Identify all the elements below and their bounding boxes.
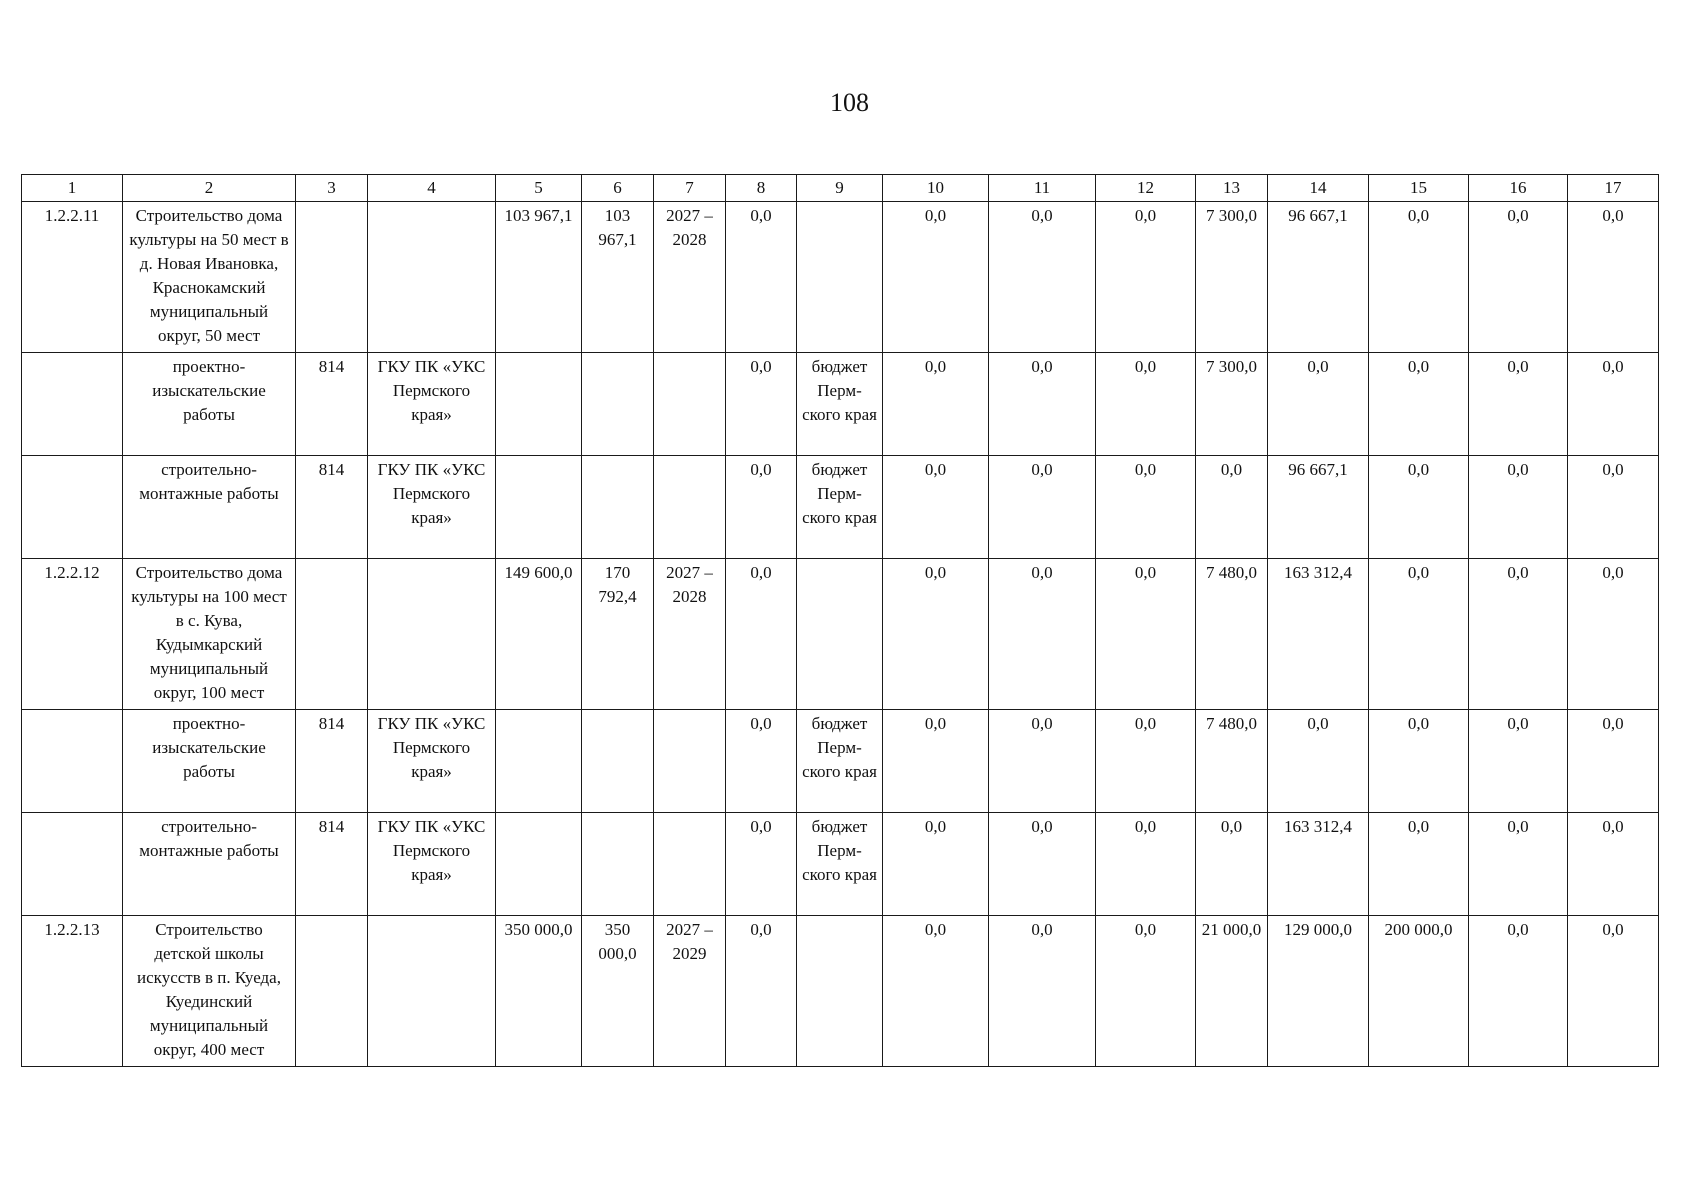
amount-cell: 0,0 [1469,456,1568,559]
amount-cell: 0,0 [1568,710,1659,813]
customer: ГКУ ПК «УКС Пермского края» [368,813,496,916]
period [654,456,726,559]
funding-source: бюджет Перм-ского края [797,710,883,813]
cost-value: 149 600,0 [496,559,582,710]
object-name: Строительство дома культуры на 50 мест в д. Новая Ивановка, Краснокамский муниципальный округ, 50 мест [123,202,296,353]
amount-cell: 7 300,0 [1196,202,1268,353]
column-header: 5 [496,175,582,202]
amount-cell: 0,0 [1568,202,1659,353]
column-header: 15 [1369,175,1469,202]
table-row-subitem [22,456,1659,559]
amount-cell: 0,0 [1568,353,1659,456]
column-header: 16 [1469,175,1568,202]
amount-cell: 0,0 [1568,916,1659,1067]
amount-cell: 0,0 [1469,813,1568,916]
amount-cell: 0,0 [1469,710,1568,813]
amount-cell: 0,0 [1369,353,1469,456]
amount-cell: 163 312,4 [1268,559,1369,710]
amount-cell: 0,0 [1469,202,1568,353]
period: 2027 – 2029 [654,916,726,1067]
cost-value: 350 000,0 [496,916,582,1067]
table-row-subitem [22,710,1659,813]
column-header: 17 [1568,175,1659,202]
amount-cell: 0,0 [1096,916,1196,1067]
amount-cell: 0,0 [1268,353,1369,456]
amount-cell: 0,0 [989,456,1096,559]
amount-cell: 96 667,1 [1268,202,1369,353]
amount-cell: 0,0 [1096,813,1196,916]
work-type: строительно-монтажные работы [123,813,296,916]
work-type: строительно-монтажные работы [123,456,296,559]
amount-cell: 0,0 [726,813,797,916]
period [654,353,726,456]
column-header: 2 [123,175,296,202]
amount-cell: 0,0 [1096,710,1196,813]
customer: ГКУ ПК «УКС Пермского края» [368,456,496,559]
amount-cell: 21 000,0 [1196,916,1268,1067]
amount-cell: 0,0 [989,202,1096,353]
table-row-subitem [22,813,1659,916]
amount-cell: 0,0 [1369,456,1469,559]
table-row-object [22,916,1659,1067]
row-number [22,813,123,916]
column-header: 3 [296,175,368,202]
customer [368,559,496,710]
cost-value [496,710,582,813]
amount-cell: 0,0 [1469,353,1568,456]
amount-cell: 0,0 [1369,559,1469,710]
page-number: 108 [830,88,869,117]
amount-cell: 0,0 [883,710,989,813]
amount-cell: 0,0 [1196,456,1268,559]
amount-cell: 0,0 [1469,559,1568,710]
amount-cell: 7 480,0 [1196,559,1268,710]
amount-cell: 0,0 [1568,813,1659,916]
amount-cell: 7 480,0 [1196,710,1268,813]
row-number: 1.2.2.11 [22,202,123,353]
funding-source [797,916,883,1067]
row-number [22,456,123,559]
object-name: Строительство дома культуры на 100 мест в с. Кува, Кудымкарский муниципальный округ, 100 мест [123,559,296,710]
customer: ГКУ ПК «УКС Пермского края» [368,710,496,813]
amount-cell: 0,0 [989,559,1096,710]
cost-value: 350 000,0 [582,916,654,1067]
column-header: 14 [1268,175,1369,202]
amount-cell: 0,0 [1469,916,1568,1067]
column-header: 11 [989,175,1096,202]
amount-cell: 0,0 [1369,710,1469,813]
cost-value [582,456,654,559]
table-row-object [22,559,1659,710]
amount-cell: 0,0 [883,353,989,456]
amount-cell: 0,0 [1196,813,1268,916]
customer: ГКУ ПК «УКС Пермского края» [368,353,496,456]
funding-source [797,202,883,353]
column-header: 13 [1196,175,1268,202]
amount-cell: 0,0 [726,202,797,353]
amount-cell: 0,0 [1268,710,1369,813]
amount-cell: 0,0 [883,916,989,1067]
grbs-code: 814 [296,710,368,813]
amount-cell: 0,0 [1568,559,1659,710]
funding-source [797,559,883,710]
amount-cell: 0,0 [883,813,989,916]
table-row-object [22,202,1659,353]
cost-value [496,813,582,916]
cost-value [582,353,654,456]
cost-value [496,456,582,559]
grbs-code [296,559,368,710]
column-header: 6 [582,175,654,202]
amount-cell: 7 300,0 [1196,353,1268,456]
amount-cell: 0,0 [989,813,1096,916]
grbs-code: 814 [296,456,368,559]
object-name: Строительство детской школы искусств в п. Куеда, Куединский муниципальный округ, 400 мест [123,916,296,1067]
column-number-row [22,175,1659,202]
column-header: 4 [368,175,496,202]
grbs-code: 814 [296,353,368,456]
amount-cell: 0,0 [883,202,989,353]
budget-table [21,174,1659,1067]
row-number: 1.2.2.13 [22,916,123,1067]
amount-cell: 0,0 [726,559,797,710]
grbs-code [296,916,368,1067]
period [654,710,726,813]
amount-cell: 0,0 [1568,456,1659,559]
grbs-code: 814 [296,813,368,916]
funding-source: бюджет Перм-ского края [797,456,883,559]
period: 2027 – 2028 [654,202,726,353]
amount-cell: 0,0 [1096,353,1196,456]
column-header: 9 [797,175,883,202]
funding-source: бюджет Перм-ского края [797,813,883,916]
amount-cell: 0,0 [1096,559,1196,710]
customer [368,202,496,353]
amount-cell: 0,0 [1096,202,1196,353]
customer [368,916,496,1067]
cost-value: 103 967,1 [496,202,582,353]
cost-value [496,353,582,456]
amount-cell: 96 667,1 [1268,456,1369,559]
row-number [22,353,123,456]
row-number: 1.2.2.12 [22,559,123,710]
amount-cell: 0,0 [726,916,797,1067]
amount-cell: 0,0 [726,456,797,559]
work-type: проектно-изыскательские работы [123,710,296,813]
funding-source: бюджет Перм-ского края [797,353,883,456]
amount-cell: 0,0 [1369,813,1469,916]
column-header: 8 [726,175,797,202]
column-header: 7 [654,175,726,202]
column-header: 1 [22,175,123,202]
amount-cell: 0,0 [989,710,1096,813]
grbs-code [296,202,368,353]
amount-cell: 129 000,0 [1268,916,1369,1067]
amount-cell: 0,0 [1096,456,1196,559]
period: 2027 – 2028 [654,559,726,710]
amount-cell: 0,0 [726,353,797,456]
amount-cell: 0,0 [726,710,797,813]
cost-value: 103 967,1 [582,202,654,353]
period [654,813,726,916]
cost-value: 170 792,4 [582,559,654,710]
row-number [22,710,123,813]
cost-value [582,813,654,916]
amount-cell: 0,0 [989,353,1096,456]
column-header: 12 [1096,175,1196,202]
cost-value [582,710,654,813]
column-header: 10 [883,175,989,202]
amount-cell: 0,0 [883,559,989,710]
amount-cell: 163 312,4 [1268,813,1369,916]
amount-cell: 0,0 [989,916,1096,1067]
amount-cell: 0,0 [1369,202,1469,353]
work-type: проектно-изыскательские работы [123,353,296,456]
table-row-subitem [22,353,1659,456]
amount-cell: 200 000,0 [1369,916,1469,1067]
amount-cell: 0,0 [883,456,989,559]
